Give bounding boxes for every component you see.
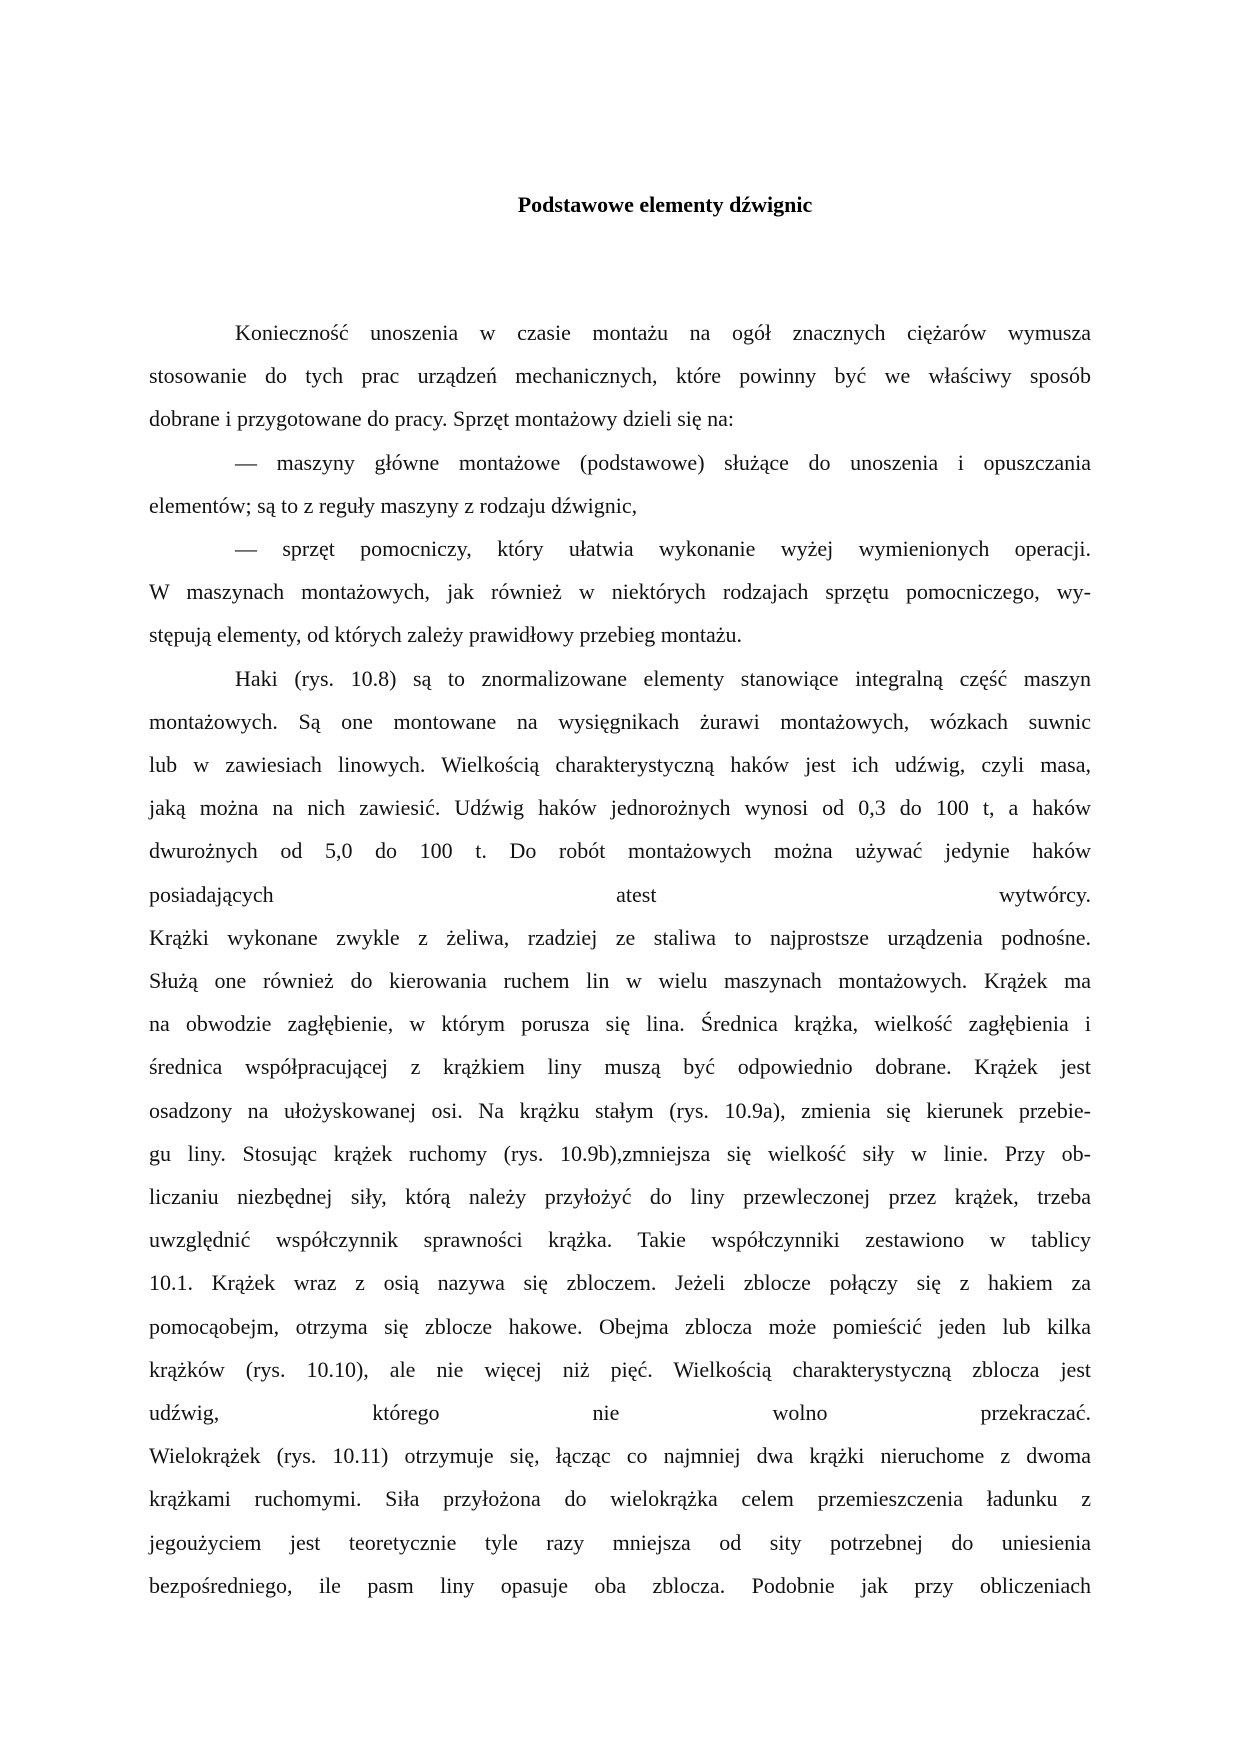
text-line: krążkami ruchomymi. Siła przyłożona do wielokrążka celem przemieszczenia ładunku z [149, 1486, 1091, 1512]
text-line: Krążki wykonane zwykle z żeliwa, rzadziej ze staliwa to najprostsze urządzenia podnośne. [149, 924, 1091, 950]
text-line: osadzony na ułożyskowanej osi. Na krążku stałym (rys. 10.9a), zmienia się kierunek przebie- [149, 1097, 1091, 1123]
text-line: montażowych. Są one montowane na wysięgnikach żurawi montażowych, wózkach suwnic [149, 708, 1091, 734]
text-line: bezpośredniego, ile pasm liny opasuje oba zblocza. Podobnie jak przy obliczeniach [149, 1572, 1091, 1598]
document-title: Podstawowe elementy dźwignic [517, 192, 813, 217]
text-line: pomocąobejm, otrzyma się zblocze hakowe. Obejma zblocza może pomieścić jeden lub kilka [149, 1313, 1091, 1339]
text-line: jaką można na nich zawiesić. Udźwig haków jednorożnych wynosi od 0,3 do 100 t, a haków [149, 795, 1091, 821]
text-line: stosowanie do tych prac urządzeń mechanicznych, które powinny być we właściwy sposób [149, 363, 1091, 389]
text-line: na obwodzie zagłębienie, w którym porusza się lina. Średnica krążka, wielkość zagłębienia i [149, 1011, 1091, 1037]
text-line: dwurożnych od 5,0 do 100 t. Do robót montażowych można używać jedynie haków [149, 838, 1091, 864]
text-line: W maszynach montażowych, jak również w niektórych rodzajach sprzętu pomocniczego, wy- [149, 579, 1091, 605]
text-line: jegoużyciem jest teoretycznie tyle razy mniejsza od sity potrzebnej do uniesienia [149, 1529, 1091, 1555]
text-line: Służą one również do kierowania ruchem lin w wielu maszynach montażowych. Krążek ma [149, 968, 1091, 993]
text-line: Konieczność unoszenia w czasie montażu na ogół znacznych ciężarów wymusza [235, 320, 1091, 345]
text-line: krążków (rys. 10.10), ale nie więcej niż pięć. Wielkością charakterystyczną zblocza jest [149, 1356, 1091, 1382]
text-line: — sprzęt pomocniczy, który ułatwia wykonanie wyżej wymienionych operacji. [235, 536, 1091, 561]
text-line: uwzględnić współczynnik sprawności krążka. Takie współczynniki zestawiono w tablicy [149, 1227, 1091, 1253]
text-line: 10.1. Krążek wraz z osią nazywa się zbloczem. Jeżeli zblocze połączy się z hakiem za [149, 1270, 1091, 1296]
text-line: udźwig, którego nie wolno przekraczać. [149, 1400, 1091, 1425]
text-line: dobrane i przygotowane do pracy. Sprzęt montażowy dzieli się na: [149, 406, 735, 432]
text-line: Haki (rys. 10.8) są to znormalizowane elementy stanowiące integralną część maszyn [235, 665, 1091, 691]
text-line: gu liny. Stosując krążek ruchomy (rys. 10.9b),zmniejsza się wielkość siły w linie. Przy ob- [149, 1140, 1091, 1166]
text-line: stępują elementy, od których zależy prawidłowy przebieg montażu. [149, 622, 742, 648]
text-line: lub w zawiesiach linowych. Wielkością charakterystyczną haków jest ich udźwig, czyli masa, [149, 752, 1091, 777]
text-line: Wielokrążek (rys. 10.11) otrzymuje się, łącząc co najmniej dwa krążki nieruchome z dwoma [149, 1443, 1091, 1469]
text-line: elementów; są to z reguły maszyny z rodzaju dźwignic, [149, 492, 638, 518]
text-line: średnica współpracującej z krążkiem liny muszą być odpowiednio dobrane. Krążek jest [149, 1054, 1091, 1080]
text-line: posiadających atest wytwórcy. [149, 881, 1091, 907]
text-line: liczaniu niezbędnej siły, którą należy przyłożyć do liny przewleczonej przez krążek, trzeba [149, 1184, 1091, 1209]
text-line: — maszyny główne montażowe (podstawowe) służące do unoszenia i opuszczania [235, 449, 1091, 475]
